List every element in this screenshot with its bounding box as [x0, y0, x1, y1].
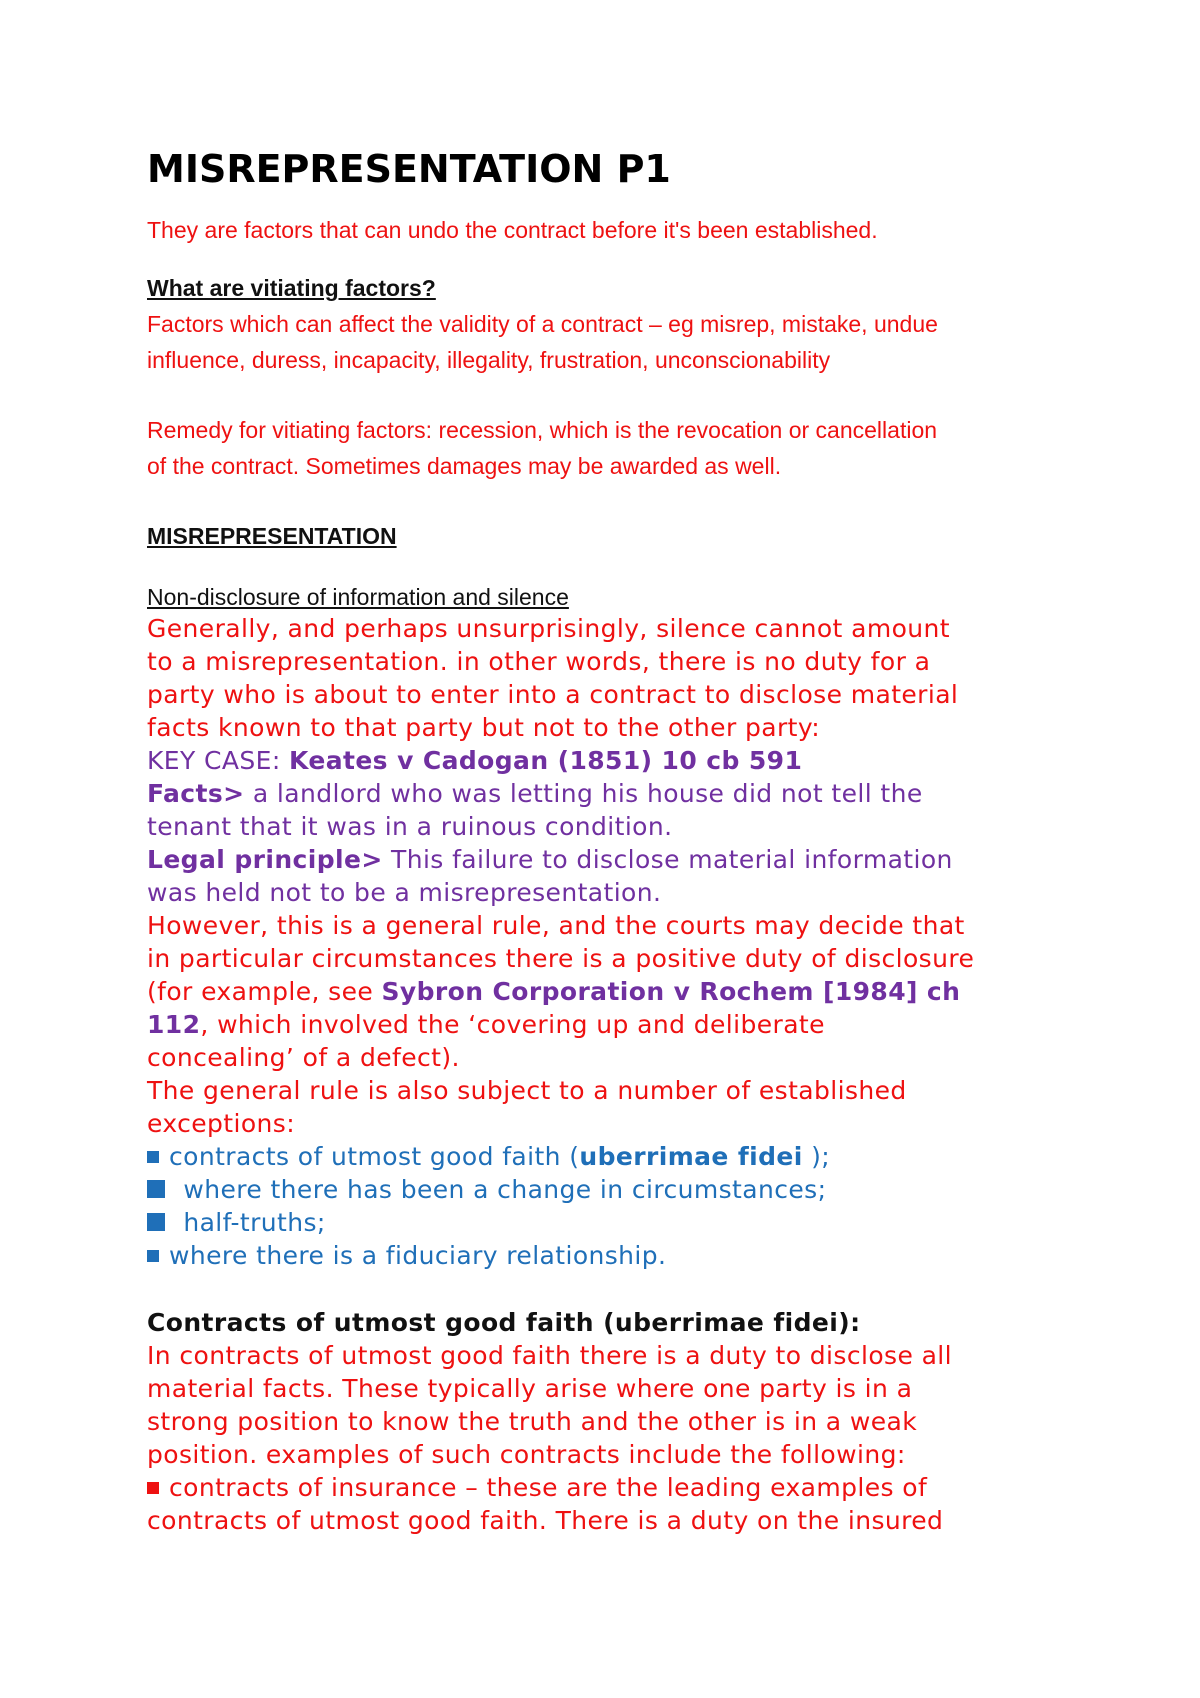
- exceptions-line-2: exceptions:: [147, 1109, 296, 1138]
- exception-item-1-pre: contracts of utmost good faith (: [169, 1142, 580, 1171]
- facts-text-1: a landlord who was letting his house did not tell the: [244, 779, 923, 808]
- case-sybron-a: Sybron Corporation v Rochem [1984] ch: [381, 977, 961, 1006]
- principle-label: Legal principle>: [147, 845, 383, 874]
- exception-item-4: [147, 1239, 1077, 1272]
- facts-line-2: tenant that it was in a ruinous condition.: [147, 812, 673, 841]
- utmost-line-6: contracts of utmost good faith. There is a duty on the insured: [147, 1506, 944, 1535]
- silence-line-4: facts known to that party but not to the other party:: [147, 713, 821, 742]
- section-heading: MISREPRESENTATION: [147, 523, 397, 549]
- exception-item-4-text: where there is a fiduciary relationship.: [169, 1241, 667, 1270]
- however-text-3: (for example, see: [147, 977, 382, 1006]
- vitiating-line-2: influence, duress, incapacity, illegality, frustration, unconscionability: [147, 347, 831, 373]
- key-case-label: KEY CASE:: [147, 746, 290, 775]
- however-line-2: in particular circumstances there is a positive duty of disclosure: [147, 944, 975, 973]
- utmost-line-5: [147, 1471, 1077, 1504]
- exception-item-2-text: where there has been a change in circumstances;: [175, 1175, 827, 1204]
- document-body: [147, 146, 1077, 1537]
- case-sybron-b: 112: [147, 1010, 201, 1039]
- vitiating-heading: What are vitiating factors?: [147, 275, 436, 301]
- however-line-1: However, this is a general rule, and the courts may decide that: [147, 911, 965, 940]
- principle-line-1: [147, 843, 1077, 876]
- vitiating-line-1: Factors which can affect the validity of a contract – eg misrep, mistake, undue: [147, 311, 938, 337]
- page-title: MISREPRESENTATION P1: [147, 147, 671, 191]
- however-line-4: [147, 1008, 1077, 1041]
- bullet-square-icon: [147, 1250, 159, 1262]
- exception-item-2: [147, 1173, 1077, 1206]
- bullet-square-icon: [147, 1482, 159, 1494]
- however-line-3: [147, 975, 1077, 1008]
- key-case-line: [147, 744, 1077, 777]
- remedy-line-2: of the contract. Sometimes damages may be awarded as well.: [147, 453, 782, 479]
- subheading: Non-disclosure of information and silence: [147, 584, 569, 610]
- utmost-line-2: material facts. These typically arise where one party is in a: [147, 1374, 913, 1403]
- bullet-square-icon: [147, 1213, 165, 1231]
- exceptions-line-1: The general rule is also subject to a number of established: [147, 1076, 907, 1105]
- utmost-heading: Contracts of utmost good faith (uberrimae fidei):: [147, 1308, 861, 1337]
- silence-line-3: party who is about to enter into a contract to disclose material: [147, 680, 959, 709]
- exception-item-1-bold: uberrimae fidei: [579, 1142, 803, 1171]
- remedy-line-1: Remedy for vitiating factors: recession, which is the revocation or cancellation: [147, 417, 938, 443]
- exception-item-3: [147, 1206, 1077, 1239]
- intro-text: They are factors that can undo the contract before it's been established.: [147, 217, 878, 243]
- exception-item-1-post: );: [802, 1142, 831, 1171]
- exception-item-1: [147, 1140, 1077, 1173]
- key-case-name: Keates v Cadogan (1851) 10 cb 591: [289, 746, 803, 775]
- facts-line-1: [147, 777, 1077, 810]
- utmost-text-5: contracts of insurance – these are the leading examples of: [169, 1473, 928, 1502]
- exception-item-3-text: half-truths;: [175, 1208, 326, 1237]
- bullet-square-icon: [147, 1180, 165, 1198]
- silence-line-2: to a misrepresentation. in other words, there is no duty for a: [147, 647, 931, 676]
- however-line-5: concealing’ of a defect).: [147, 1043, 460, 1072]
- principle-text-1: This failure to disclose material information: [382, 845, 953, 874]
- however-text-4: , which involved the ‘covering up and deliberate: [200, 1010, 825, 1039]
- utmost-line-4: position. examples of such contracts include the following:: [147, 1440, 906, 1469]
- utmost-line-3: strong position to know the truth and the other is in a weak: [147, 1407, 918, 1436]
- principle-line-2: was held not to be a misrepresentation.: [147, 878, 662, 907]
- bullet-square-icon: [147, 1151, 159, 1163]
- facts-label: Facts>: [147, 779, 245, 808]
- utmost-line-1: In contracts of utmost good faith there is a duty to disclose all: [147, 1341, 952, 1370]
- silence-line-1: Generally, and perhaps unsurprisingly, silence cannot amount: [147, 614, 950, 643]
